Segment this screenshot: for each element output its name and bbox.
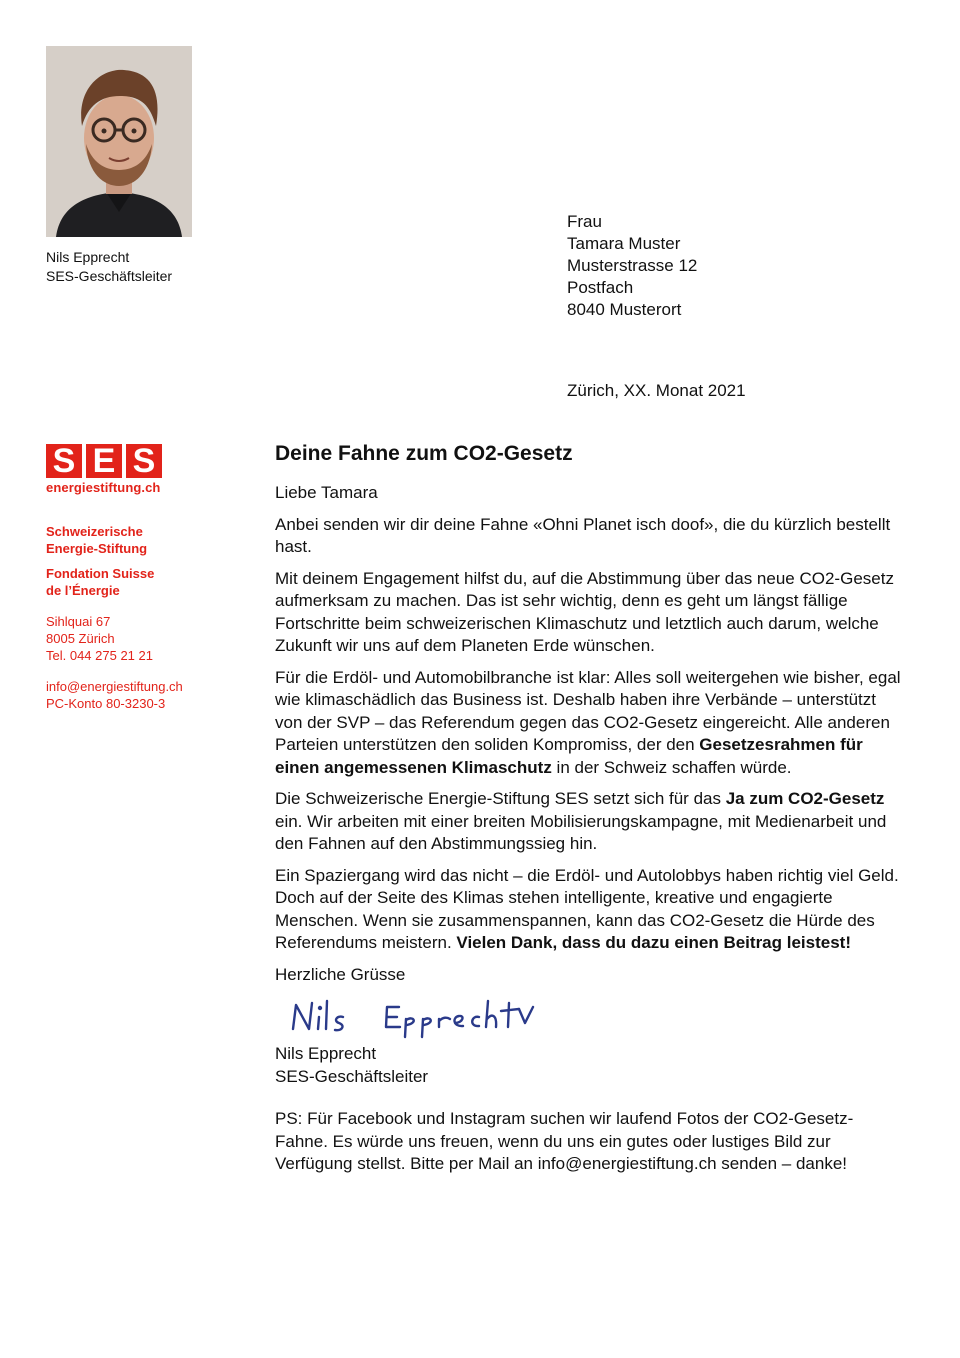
recipient-name: Tamara Muster [567, 234, 681, 253]
logo-letter: S [46, 444, 82, 478]
letter-title: Deine Fahne zum CO2-Gesetz [275, 442, 573, 465]
letter-closing: Herzliche Grüsse [275, 964, 406, 984]
p4-text-b: ein. Wir arbeiten mit einer breiten Mobilisierungskampagne, mit Medienarbeit und den Fahnen auf den Abstimmungssieg hin. [275, 811, 887, 853]
logo-letter: S [126, 444, 162, 478]
org-phone: Tel. 044 275 21 21 [46, 648, 153, 663]
letter-paragraph-5 [275, 865, 905, 955]
recipient-street: Musterstrasse 12 [567, 256, 698, 275]
recipient-address [567, 211, 697, 321]
letter-date: Zürich, XX. Monat 2021 [567, 381, 746, 400]
letter-greeting: Liebe Tamara [275, 483, 378, 502]
org-email[interactable]: info@energiestiftung.ch [46, 679, 183, 694]
signatory-role: SES-Geschäftsleiter [275, 1066, 429, 1086]
org-name-de-2: Energie-Stiftung [46, 541, 148, 556]
logo-letters [46, 444, 162, 478]
portrait-illustration [46, 46, 192, 237]
org-street: Sihlquai 67 [46, 614, 111, 629]
letter-body [275, 440, 905, 1185]
sender-role: SES-Geschäftsleiter [46, 268, 173, 284]
letter-paragraph-2: Mit deinem Engagement hilfst du, auf die Abstimmung über das neue CO2-Gesetz aufmerksam zu machen. Das ist sehr wichtig, denn es geht um längst fällige Fortschritte beim schweizerischen Klimaschutz und letztlich auch darum, welche Zukunft wir uns auf dem Planeten Erde wünschen. [275, 568, 894, 655]
sender-name: Nils Epprecht [46, 249, 130, 265]
p3-text-a: Für die Erdöl- und Automobilbranche ist klar: Alles soll weitergehen wie bisher, egal wie klimaschädlich das Business ist. Deshalb haben ihre Verbände – unterstützt von der SVP – das Referendum gegen das CO2-Gesetz eingereicht. Alle anderen Parteien unterstützen den soliden Kompromiss, der den [275, 667, 901, 754]
p5-bold: Vielen Dank, dass du dazu einen Beitrag leistest! [456, 933, 851, 952]
letter-paragraph-4 [275, 788, 905, 856]
letter-paragraph-1: Anbei senden wir dir deine Fahne «Ohni Planet isch doof», die du kürzlich bestellt hast. [275, 514, 891, 556]
postscript: PS: Für Facebook und Instagram suchen wir laufend Fotos der CO2-Gesetz-Fahne. Es würde uns freuen, wenn du uns ein gutes oder lustiges Bild zur Verfügung stellst. Bitte per Mail an info@energiestiftung.ch senden – danke! [275, 1109, 854, 1173]
p3-text-b: in der Schweiz schaffen würde. [551, 757, 792, 777]
org-account: PC-Konto 80-3230-3 [46, 696, 166, 711]
logo-domain: energiestiftung.ch [46, 480, 161, 495]
recipient-city: 8040 Musterort [567, 300, 682, 319]
sender-portrait [46, 46, 192, 237]
signatory-name: Nils Epprecht [275, 1044, 377, 1063]
org-name-de-1: Schweizerische [46, 524, 143, 539]
signature-block [275, 1043, 905, 1088]
logo-letter: E [86, 444, 122, 478]
org-name-fr-2: de l’Énergie [46, 583, 120, 598]
letter-paragraph-3 [275, 667, 905, 780]
recipient-salutation: Frau [567, 212, 602, 231]
handwritten-signature [275, 995, 905, 1043]
signature-drawing [287, 993, 577, 1041]
p4-bold: Ja zum CO2-Gesetz [725, 789, 885, 808]
p3-bold: Gesetzesrahmen für einen angemessenen Klimaschutz [275, 735, 863, 777]
ses-logo [46, 444, 162, 495]
p4-text-a: Die Schweizerische Energie-Stiftung SES setzt sich für das [275, 789, 726, 808]
portrait-caption [46, 248, 172, 286]
org-name-fr-1: Fondation Suisse [46, 566, 155, 581]
p5-text-a: Ein Spaziergang wird das nicht – die Erdöl- und Autolobbys haben richtig viel Geld. Doch auf der Seite des Klimas stehen intelligente, kreative und engagierte Menschen. Wenn sie zusammenspannen, kann das CO2-Gesetz die Hürde des Referendums meistern. [275, 865, 899, 952]
organisation-info [46, 523, 183, 712]
org-city: 8005 Zürich [46, 631, 115, 646]
recipient-po-box: Postfach [567, 278, 634, 297]
